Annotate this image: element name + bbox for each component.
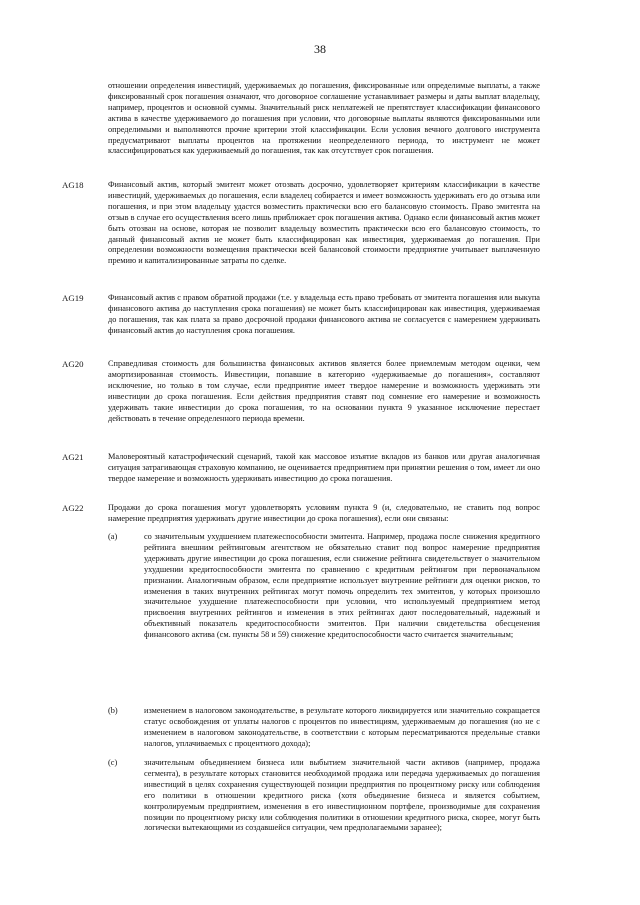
paragraph-text: Продажи до срока погашения могут удовлетворять условиям пункта 9 (и, следовательно, не ставить под вопрос намерение предприятия удерживать другие инвестиции до срока погашения), если они связаны: <box>108 503 540 523</box>
paragraph-label: AG21 <box>62 452 84 462</box>
subitem-marker: (c) <box>108 758 118 767</box>
paragraph-text: Финансовый актив с правом обратной продажи (т.е. у владельца есть право требовать от эмитента погашения или выкупа финансового актива до наступления срока погашения) не может быть классифицирован как инвестиция, удерживаемая до погашения, так как плата за право досрочной продажи финансового актива не согласуется с намерением удерживать финансовый актив до наступления срока погашения. <box>108 293 540 335</box>
subitem-text: изменением в налоговом законодательстве, в результате которого ликвидируется или значительно сокращается статус освобождения от уплаты налогов с процентов по инвестициям, удерживаемым до погашения (но не с изменением в налоговом законодательстве, в соответствии с которым пересматриваются предельные ставки налогов, уплачиваемых с процентного дохода); <box>144 706 540 748</box>
subitem-marker: (a) <box>108 532 118 541</box>
paragraph-text: Маловероятный катастрофический сценарий, такой как массовое изъятие вкладов из банков или другая аналогичная ситуация затрагивающая страховую компанию, не оценивается предприятием при принятии решения о том, имеет ли оно твердое намерение и возможность удерживать инвестицию до срока погашения. <box>108 452 540 483</box>
paragraph-text: Финансовый актив, который эмитент может отозвать досрочно, удовлетворяет критериям классификации в качестве инвестиций, удерживаемых до погашения, если владелец собирается и имеет возможность удерживать его до отзыва или погашения, и при этом владельцу удастся возместить практически всю его балансовую стоимость. Право эмитента на отзыв в случае его осуществления всего лишь приближает срок погашения актива. Однако если финансовый актив может быть отозван на основе, которая не позволит владельцу возместить практически всю его балансовую стоимость, то данный финансовый актив не может быть классифицирован как инвестиция, удерживаемая до погашения. При определении возможности возмещения практически всей балансовой стоимости предприятие учитывает выплаченную премию и капитализированные затраты по сделке. <box>108 180 540 266</box>
intro-paragraph: отношении определения инвестиций, удерживаемых до погашения, фиксированные или определимые выплаты, а также фиксированный срок погашения означают, что договорное соглашение устанавливает размеры и даты выплат владельцу, например, процентов и основной суммы. Значительный риск неплатежей не препятствует классификации финансового актива в качестве удерживаемого до погашения при условии, что договорные выплаты являются фиксированными или определимыми и выполняются прочие критерии этой классификации. Если условия вечного долгового инструмента предусматривают выплаты процентов на протяжении неопределенного периода, то инструмент не может классифицироваться как удерживаемый до погашения, так как отсутствует срок погашения. <box>108 81 540 156</box>
paragraph-label: AG18 <box>62 180 84 190</box>
subitem-text: значительным объединением бизнеса или выбытием значительной части активов (например, продажа сегмента), в результате которых становится необходимой продажа или передача удерживаемых до погашения инвестиций в целях сохранения существующей позиции предприятия по процентному риску или соблюдения его политики в отношении кредитного риска (хотя объединение бизнеса и является событием, контролируемым предприятием, изменения в его инвестиционном портфеле, производимые для сохранения позиции по процентному риску или соблюдения политики в отношении кредитного риска, скорее, могут быть логически вытекающими из создавшейся ситуации, чем предполагаемыми заранее); <box>144 758 540 833</box>
paragraph-label: AG19 <box>62 293 84 303</box>
paragraph-label: AG22 <box>62 503 84 513</box>
subitem-marker: (b) <box>108 706 118 715</box>
paragraph-label: AG20 <box>62 359 84 369</box>
page-number: 38 <box>314 42 326 56</box>
paragraph-text: Справедливая стоимость для большинства финансовых активов является более приемлемым методом оценки, чем амортизированная стоимость. Инвестиции, попавшие в категорию «удерживаемые до погашения», составляют исключение, но только в том случае, если предприятие имеет твердое намерение и возможность удерживать эти инвестиции до срока погашения. Если действия предприятия ставят под сомнение его намерение и возможность удерживать такие инвестиции до срока погашения, то на основании пункта 9 указанное исключение перестает действовать в течение определенного периода времени. <box>108 359 540 423</box>
subitem-text: со значительным ухудшением платежеспособности эмитента. Например, продажа после снижения кредитного рейтинга внешним рейтинговым агентством не обязательно ставит под вопрос намерение предприятия удерживать другие инвестиции до срока погашения, если снижение рейтинга свидетельствует о значительном ухудшении кредитоспособности эмитента по сравнению с кредитным рейтингом при первоначальном признании. Аналогичным образом, если предприятие использует внутренние рейтинги для оценки рисков, то изменения в таких внутренних рейтингах могут помочь определить тех эмитентов, у которых произошло значительное ухудшение платежеспособности при условии, что используемый предприятием метод присвоения внутренних рейтингов и изменения в этих рейтингах дают последовательный, надежный и объективный показатель кредитоспособности эмитентов. При наличии свидетельства обесценения финансового актива (см. пункты 58 и 59) снижение кредитоспособности часто считается значительным; <box>144 532 540 640</box>
